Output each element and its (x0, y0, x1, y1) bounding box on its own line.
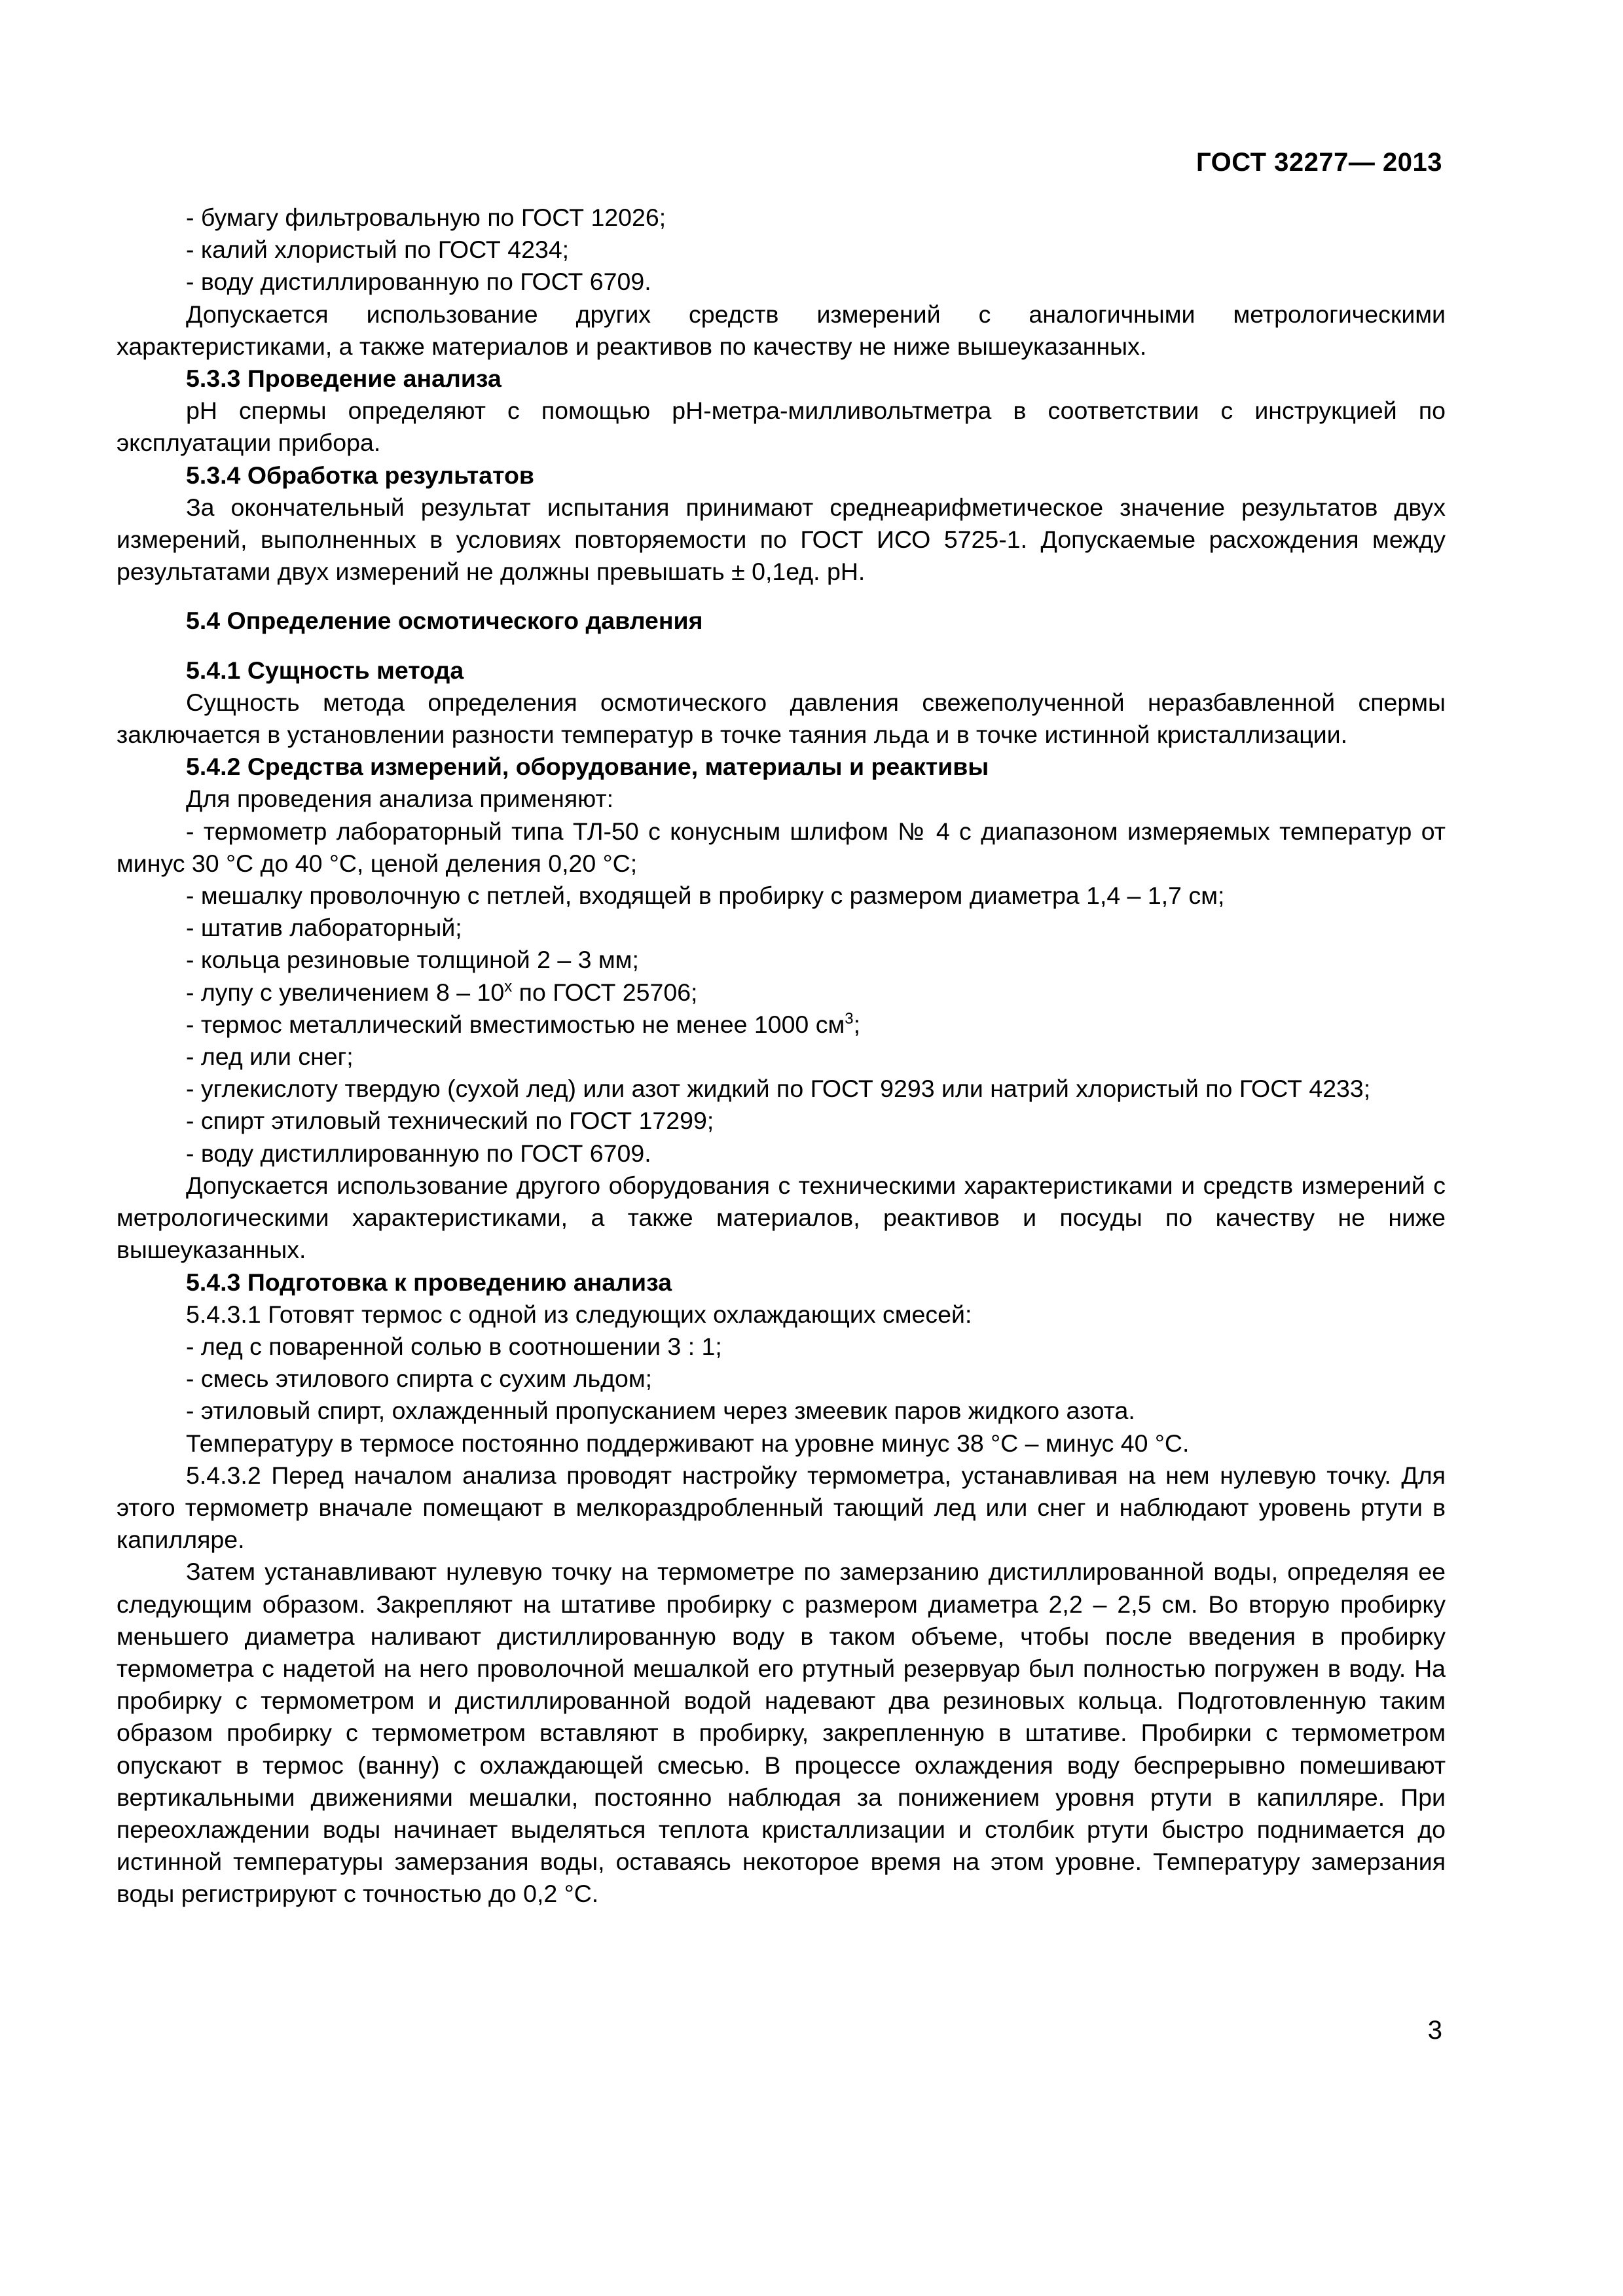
list-item: - кольца резиновые толщиной 2 – 3 мм; (186, 946, 639, 974)
document-body (117, 202, 1446, 1910)
list-item: - бумагу фильтровальную по ГОСТ 12026; (186, 204, 666, 231)
list-item: - этиловый спирт, охлажденный пропусканием через змеевик паров жидкого азота. (186, 1397, 1135, 1425)
section-heading-5-4-3: 5.4.3 Подготовка к проведению анализа (186, 1268, 672, 1296)
paragraph: Температуру в термосе постоянно поддерживают на уровне минус 38 °С – минус 40 °С. (186, 1429, 1190, 1457)
list-item: - воду дистиллированную по ГОСТ 6709. (186, 1139, 651, 1167)
list-item: - спирт этиловый технический по ГОСТ 17299; (186, 1107, 714, 1135)
section-heading-5-4-2: 5.4.2 Средства измерений, оборудование, материалы и реактивы (186, 753, 989, 781)
document-code-header: ГОСТ 32277— 2013 (1195, 148, 1442, 177)
paragraph: Допускается использование другого оборудования с техническими характеристиками и средств измерений с метрологическими характеристиками, а также материалов, реактивов и посуды по качеству не ниже вышеуказанных. (117, 1171, 1446, 1264)
list-item-text: по ГОСТ 25706; (512, 978, 698, 1006)
page-number: 3 (1427, 2016, 1442, 2045)
list-item-text: - термос металлический вместимостью не менее 1000 см (186, 1010, 845, 1038)
list-item: - лед или снег; (186, 1043, 354, 1071)
list-item: - термометр лабораторный типа ТЛ-50 с конусным шлифом № 4 с диапазоном измеряемых температур от минус 30 °С до 40 °С, ценой деления 0,20 °С; (117, 817, 1446, 877)
list-item: - углекислоту твердую (сухой лед) или азот жидкий по ГОСТ 9293 или натрий хлористый по ГОСТ 4233; (186, 1075, 1371, 1103)
list-item: - смесь этилового спирта с сухим льдом; (186, 1365, 653, 1393)
superscript: 3 (845, 1009, 854, 1028)
paragraph: 5.4.3.1 Готовят термос с одной из следующих охлаждающих смесей: (186, 1300, 972, 1328)
paragraph: Для проведения анализа применяют: (186, 785, 614, 813)
list-item (117, 1009, 1446, 1041)
list-item: - калий хлористый по ГОСТ 4234; (186, 236, 570, 264)
list-item: - лед с поваренной солью в соотношении 3 : 1; (186, 1332, 722, 1360)
section-heading-5-4: 5.4 Определение осмотического давления (186, 607, 703, 635)
paragraph: Затем устанавливают нулевую точку на термометре по замерзанию дистиллированной воды, определяя ее следующим образом. Закрепляют на штативе пробирку с размером диаметра 2,2 – 2,5 см. Во вторую пробирку меньшего диаметра наливают дистиллированную воду в таком объеме, чтобы после введения в пробирку термометра с надетой на него проволочной мешалкой его ртутный резервуар был полностью погружен в воду. На пробирку с термометром и дистиллированной водой надевают два резиновых кольца. Подготовленную таким образом пробирку с термометром вставляют в пробирку, закрепленную в штативе. Пробирки с термометром опускают в термос (ванну) с охлаждающей смесью. В процессе охлаждения воду беспрерывно помешивают вертикальными движениями мешалки, постоянно наблюдая за понижением уровня ртути в капилляре. При переохлаждении воды начинает выделяться теплота кристаллизации и столбик ртути быстро поднимается до истинной температуры замерзания воды, оставаясь некоторое время на этом уровне. Температуру замерзания воды регистрируют с точностью до 0,2 °С. (117, 1558, 1446, 1908)
list-item: - мешалку проволочную с петлей, входящей в пробирку с размером диаметра 1,4 – 1,7 см; (186, 882, 1225, 910)
paragraph: Сущность метода определения осмотического давления свежеполученной неразбавленной спермы заключается в установлении разности температур в точке таяния льда и в точке истинной кристаллизации. (117, 688, 1446, 749)
list-item: - штатив лабораторный; (186, 914, 462, 942)
list-item-text: ; (853, 1010, 861, 1038)
section-heading-5-3-4: 5.3.4 Обработка результатов (186, 461, 534, 489)
list-item: - воду дистиллированную по ГОСТ 6709. (186, 268, 651, 296)
paragraph: pH спермы определяют с помощью pH-метра-милливольтметра в соответствии с инструкцией по эксплуатации прибора. (117, 397, 1446, 457)
section-heading-5-4-1: 5.4.1 Сущность метода (186, 656, 464, 684)
paragraph: Допускается использование других средств измерений с аналогичными метрологическими характеристиками, а также материалов и реактивов по качеству не ниже вышеуказанных. (117, 300, 1446, 360)
list-item-text: - лупу с увеличением 8 – 10 (186, 978, 505, 1006)
paragraph: 5.4.3.2 Перед началом анализа проводят настройку термометра, устанавливая на нем нулевую точку. Для этого термометр вначале помещают в мелкораздробленный тающий лед или снег и наблюдают уровень ртути в капилляре. (117, 1461, 1446, 1554)
list-item (117, 977, 1446, 1009)
section-heading-5-3-3: 5.3.3 Проведение анализа (186, 365, 501, 393)
paragraph: За окончательный результат испытания принимают среднеарифметическое значение результатов двух измерений, выполненных в условиях повторяемости по ГОСТ ИСО 5725-1. Допускаемые расхождения между результатами двух измерений не должны превышать ± 0,1ед. pH. (117, 493, 1446, 586)
superscript: x (504, 977, 513, 996)
